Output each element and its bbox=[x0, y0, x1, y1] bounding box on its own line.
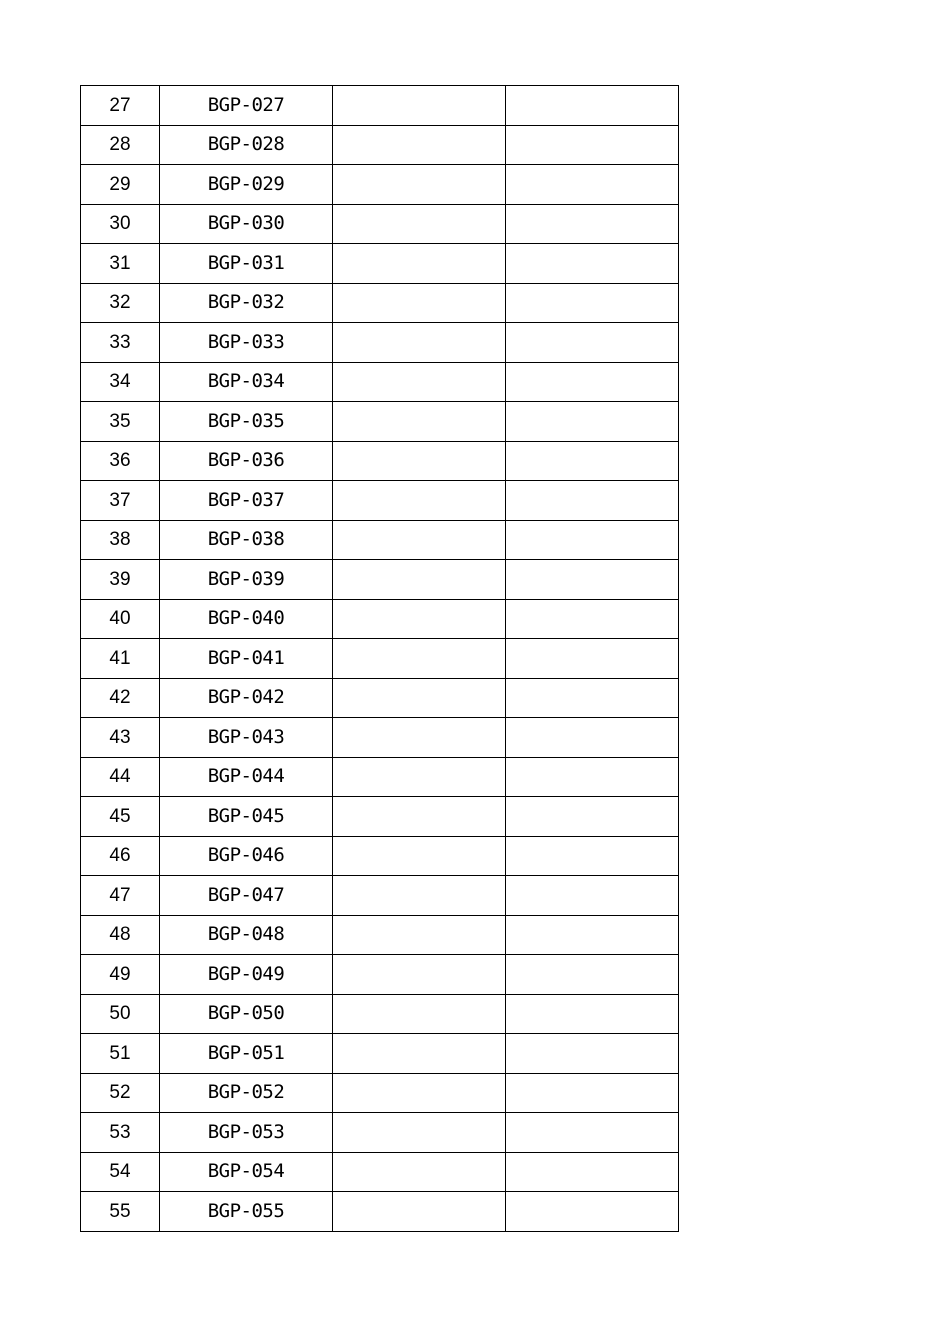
table-body bbox=[81, 86, 679, 1232]
row-number-cell: 29 bbox=[81, 165, 160, 205]
code-cell: BGP-036 bbox=[160, 441, 333, 481]
table-row bbox=[81, 599, 679, 639]
table-row bbox=[81, 362, 679, 402]
code-cell: BGP-046 bbox=[160, 836, 333, 876]
empty-cell bbox=[506, 915, 679, 955]
table-row bbox=[81, 955, 679, 995]
empty-cell bbox=[506, 204, 679, 244]
empty-cell bbox=[333, 86, 506, 126]
table-row bbox=[81, 876, 679, 916]
empty-cell bbox=[333, 125, 506, 165]
code-cell: BGP-039 bbox=[160, 560, 333, 600]
code-cell: BGP-045 bbox=[160, 797, 333, 837]
empty-cell bbox=[506, 1152, 679, 1192]
table-row bbox=[81, 481, 679, 521]
code-cell: BGP-031 bbox=[160, 244, 333, 284]
empty-cell bbox=[506, 560, 679, 600]
row-number-cell: 48 bbox=[81, 915, 160, 955]
table-row bbox=[81, 994, 679, 1034]
row-number-cell: 46 bbox=[81, 836, 160, 876]
table-row bbox=[81, 915, 679, 955]
empty-cell bbox=[506, 283, 679, 323]
empty-cell bbox=[333, 757, 506, 797]
empty-cell bbox=[333, 1192, 506, 1232]
row-number-cell: 35 bbox=[81, 402, 160, 442]
row-number-cell: 37 bbox=[81, 481, 160, 521]
table-row bbox=[81, 125, 679, 165]
empty-cell bbox=[506, 994, 679, 1034]
row-number-cell: 49 bbox=[81, 955, 160, 995]
table-row bbox=[81, 560, 679, 600]
table-row bbox=[81, 165, 679, 205]
empty-cell bbox=[506, 244, 679, 284]
row-number-cell: 34 bbox=[81, 362, 160, 402]
table-row bbox=[81, 86, 679, 126]
row-number-cell: 42 bbox=[81, 678, 160, 718]
table-row bbox=[81, 1113, 679, 1153]
empty-cell bbox=[506, 1192, 679, 1232]
table-row bbox=[81, 757, 679, 797]
empty-cell bbox=[333, 560, 506, 600]
empty-cell bbox=[506, 1073, 679, 1113]
empty-cell bbox=[333, 797, 506, 837]
table-row bbox=[81, 402, 679, 442]
code-cell: BGP-038 bbox=[160, 520, 333, 560]
row-number-cell: 52 bbox=[81, 1073, 160, 1113]
code-cell: BGP-053 bbox=[160, 1113, 333, 1153]
row-number-cell: 45 bbox=[81, 797, 160, 837]
row-number-cell: 50 bbox=[81, 994, 160, 1034]
row-number-cell: 53 bbox=[81, 1113, 160, 1153]
table-row bbox=[81, 520, 679, 560]
empty-cell bbox=[506, 678, 679, 718]
code-cell: BGP-041 bbox=[160, 639, 333, 679]
empty-cell bbox=[333, 323, 506, 363]
empty-cell bbox=[333, 836, 506, 876]
code-cell: BGP-040 bbox=[160, 599, 333, 639]
empty-cell bbox=[506, 86, 679, 126]
empty-cell bbox=[333, 481, 506, 521]
empty-cell bbox=[333, 1073, 506, 1113]
empty-cell bbox=[506, 125, 679, 165]
empty-cell bbox=[506, 876, 679, 916]
code-cell: BGP-034 bbox=[160, 362, 333, 402]
empty-cell bbox=[506, 599, 679, 639]
empty-cell bbox=[333, 1152, 506, 1192]
table-row bbox=[81, 836, 679, 876]
row-number-cell: 36 bbox=[81, 441, 160, 481]
code-cell: BGP-048 bbox=[160, 915, 333, 955]
code-cell: BGP-049 bbox=[160, 955, 333, 995]
code-cell: BGP-035 bbox=[160, 402, 333, 442]
empty-cell bbox=[506, 402, 679, 442]
row-number-cell: 51 bbox=[81, 1034, 160, 1074]
empty-cell bbox=[506, 1034, 679, 1074]
row-number-cell: 44 bbox=[81, 757, 160, 797]
empty-cell bbox=[333, 402, 506, 442]
table-row bbox=[81, 797, 679, 837]
empty-cell bbox=[333, 244, 506, 284]
table-row bbox=[81, 244, 679, 284]
code-cell: BGP-033 bbox=[160, 323, 333, 363]
empty-cell bbox=[506, 520, 679, 560]
row-number-cell: 55 bbox=[81, 1192, 160, 1232]
empty-cell bbox=[333, 1034, 506, 1074]
code-cell: BGP-050 bbox=[160, 994, 333, 1034]
table-row bbox=[81, 718, 679, 758]
empty-cell bbox=[506, 718, 679, 758]
code-cell: BGP-051 bbox=[160, 1034, 333, 1074]
empty-cell bbox=[333, 520, 506, 560]
row-number-cell: 54 bbox=[81, 1152, 160, 1192]
code-cell: BGP-042 bbox=[160, 678, 333, 718]
row-number-cell: 43 bbox=[81, 718, 160, 758]
row-number-cell: 33 bbox=[81, 323, 160, 363]
empty-cell bbox=[506, 955, 679, 995]
table-row bbox=[81, 1034, 679, 1074]
empty-cell bbox=[333, 599, 506, 639]
empty-cell bbox=[506, 165, 679, 205]
empty-cell bbox=[506, 757, 679, 797]
empty-cell bbox=[333, 718, 506, 758]
table-row bbox=[81, 1073, 679, 1113]
empty-cell bbox=[333, 678, 506, 718]
empty-cell bbox=[333, 204, 506, 244]
code-cell: BGP-055 bbox=[160, 1192, 333, 1232]
empty-cell bbox=[506, 1113, 679, 1153]
code-cell: BGP-044 bbox=[160, 757, 333, 797]
code-cell: BGP-029 bbox=[160, 165, 333, 205]
empty-cell bbox=[333, 362, 506, 402]
empty-cell bbox=[506, 836, 679, 876]
code-cell: BGP-028 bbox=[160, 125, 333, 165]
code-cell: BGP-032 bbox=[160, 283, 333, 323]
row-number-cell: 39 bbox=[81, 560, 160, 600]
table-row bbox=[81, 204, 679, 244]
empty-cell bbox=[506, 362, 679, 402]
empty-cell bbox=[333, 876, 506, 916]
code-cell: BGP-037 bbox=[160, 481, 333, 521]
row-number-cell: 28 bbox=[81, 125, 160, 165]
code-cell: BGP-027 bbox=[160, 86, 333, 126]
code-cell: BGP-030 bbox=[160, 204, 333, 244]
empty-cell bbox=[506, 481, 679, 521]
table-row bbox=[81, 323, 679, 363]
row-number-cell: 40 bbox=[81, 599, 160, 639]
row-number-cell: 47 bbox=[81, 876, 160, 916]
empty-cell bbox=[333, 1113, 506, 1153]
code-cell: BGP-052 bbox=[160, 1073, 333, 1113]
empty-cell bbox=[506, 797, 679, 837]
row-number-cell: 32 bbox=[81, 283, 160, 323]
data-table bbox=[80, 85, 679, 1232]
table-row bbox=[81, 1152, 679, 1192]
code-cell: BGP-043 bbox=[160, 718, 333, 758]
empty-cell bbox=[506, 441, 679, 481]
row-number-cell: 27 bbox=[81, 86, 160, 126]
empty-cell bbox=[333, 165, 506, 205]
empty-cell bbox=[333, 283, 506, 323]
code-cell: BGP-054 bbox=[160, 1152, 333, 1192]
row-number-cell: 41 bbox=[81, 639, 160, 679]
row-number-cell: 30 bbox=[81, 204, 160, 244]
code-cell: BGP-047 bbox=[160, 876, 333, 916]
empty-cell bbox=[333, 441, 506, 481]
empty-cell bbox=[333, 955, 506, 995]
empty-cell bbox=[506, 639, 679, 679]
empty-cell bbox=[506, 323, 679, 363]
table-row bbox=[81, 283, 679, 323]
empty-cell bbox=[333, 639, 506, 679]
table-row bbox=[81, 441, 679, 481]
row-number-cell: 31 bbox=[81, 244, 160, 284]
table-row bbox=[81, 639, 679, 679]
table-row bbox=[81, 678, 679, 718]
empty-cell bbox=[333, 994, 506, 1034]
empty-cell bbox=[333, 915, 506, 955]
table-row bbox=[81, 1192, 679, 1232]
row-number-cell: 38 bbox=[81, 520, 160, 560]
